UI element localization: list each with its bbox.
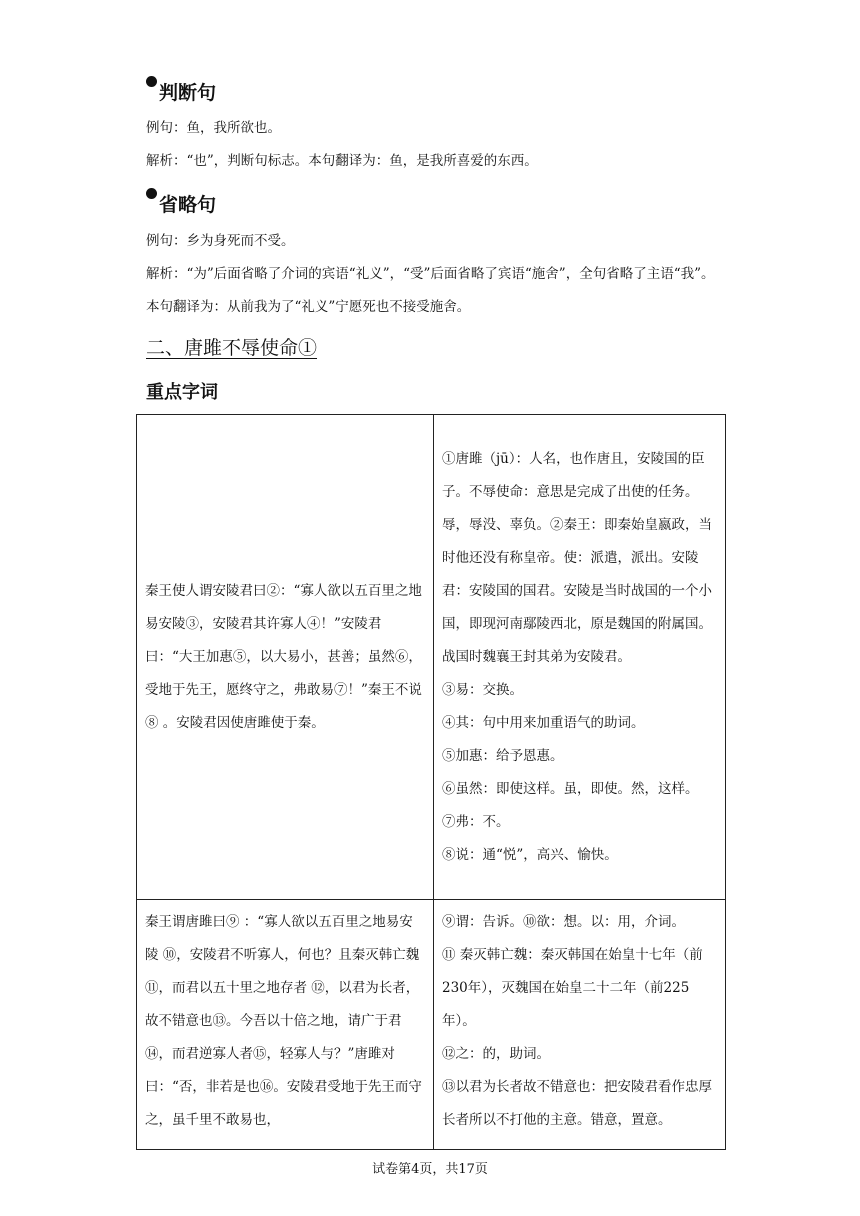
note-item: ⑧说：通“悦”，高兴、愉快。	[442, 846, 618, 863]
omission-analysis: 解析：“为”后面省略了介词的宾语“礼义”，“受”后面省略了宾语“施舍”，全句省略了主语“我”。本句翻译为：从前我为了“礼义”宁愿死也不接受施舍。	[146, 266, 715, 315]
heading-label: 省略句	[159, 194, 217, 216]
note-item: ⑬以君为长者故不错意也：把安陵君看作忠厚长者所以不打他的主意。错意，置意。	[442, 1079, 712, 1128]
note-item: ④其：句中用来加重语气的助词。	[442, 714, 645, 731]
note-item: ⑪ 秦灭韩亡魏：秦灭韩国在始皇十七年（前230年），灭魏国在始皇二十二年（前225年）。	[442, 947, 703, 1029]
original-text-cell: 秦王使人谓安陵君曰②：“寡人欲以五百里之地易安陵③，安陵君其许寡人④！”安陵君曰：“大王加惠⑤，以大易小，甚善；虽然⑥，受地于先王，愿终守之，弗敢易⑦！”秦王不说⑧ 。安陵君因使唐雎使于秦。	[137, 415, 434, 900]
note-item: ⑥虽然：即使这样。虽，即使。然，这样。	[442, 780, 699, 797]
sub-title: 重点字词	[146, 382, 218, 403]
bullet-icon	[146, 76, 157, 87]
page-footer: 试卷第4页，共17页	[372, 1162, 488, 1177]
note-item: ⑫之：的，助词。	[442, 1046, 550, 1062]
heading-judgment-sentence	[146, 78, 216, 105]
judgment-example: 例句：鱼，我所欲也。	[146, 120, 281, 136]
note-item: ⑦弗：不。	[442, 813, 510, 830]
notes-cell	[434, 900, 726, 1150]
table-row	[137, 900, 726, 1150]
original-text-cell: 秦王谓唐雎曰⑨ ：“寡人欲以五百里之地易安陵 ⑩，安陵君不听寡人，何也？且秦灭韩亡魏⑪，而君以五十里之地存者 ⑫，以君为长者，故不错意也⑬。今吾以十倍之地，请广于君⑭，而君逆寡人者⑮，轻寡人与？”唐雎对曰：“否，非若是也⑯。安陵君受地于先王而守之，虽千里不敢易也，	[137, 900, 434, 1150]
judgment-analysis: 解析：“也”，判断句标志。本句翻译为：鱼，是我所喜爱的东西。	[146, 153, 538, 169]
key-words-table	[136, 414, 726, 1150]
section-title: 二、唐雎不辱使命①	[146, 337, 318, 359]
heading-label: 判断句	[159, 82, 217, 104]
note-item: ⑤加惠：给予恩惠。	[442, 747, 564, 764]
note-item: ①唐雎（jū）：人名，也作唐且，安陵国的臣子。不辱使命：意思是完成了出使的任务。辱，辱没、辜负。②秦王：即秦始皇嬴政，当时他还没有称皇帝。使：派遣，派出。安陵君：安陵国的国君。安陵是当时战国的一个小国，即现河南鄢陵西北，原是魏国的附属国。战国时魏襄王封其弟为安陵君。	[442, 450, 712, 665]
table-row	[137, 415, 726, 900]
bullet-icon	[146, 188, 157, 199]
note-item: ③易：交换。	[442, 681, 523, 698]
note-item: ⑨谓：告诉。⑩欲：想。以：用，介词。	[442, 914, 685, 930]
notes-cell	[434, 415, 726, 900]
heading-omission-sentence	[146, 190, 216, 217]
omission-example: 例句：乡为身死而不受。	[146, 233, 295, 249]
